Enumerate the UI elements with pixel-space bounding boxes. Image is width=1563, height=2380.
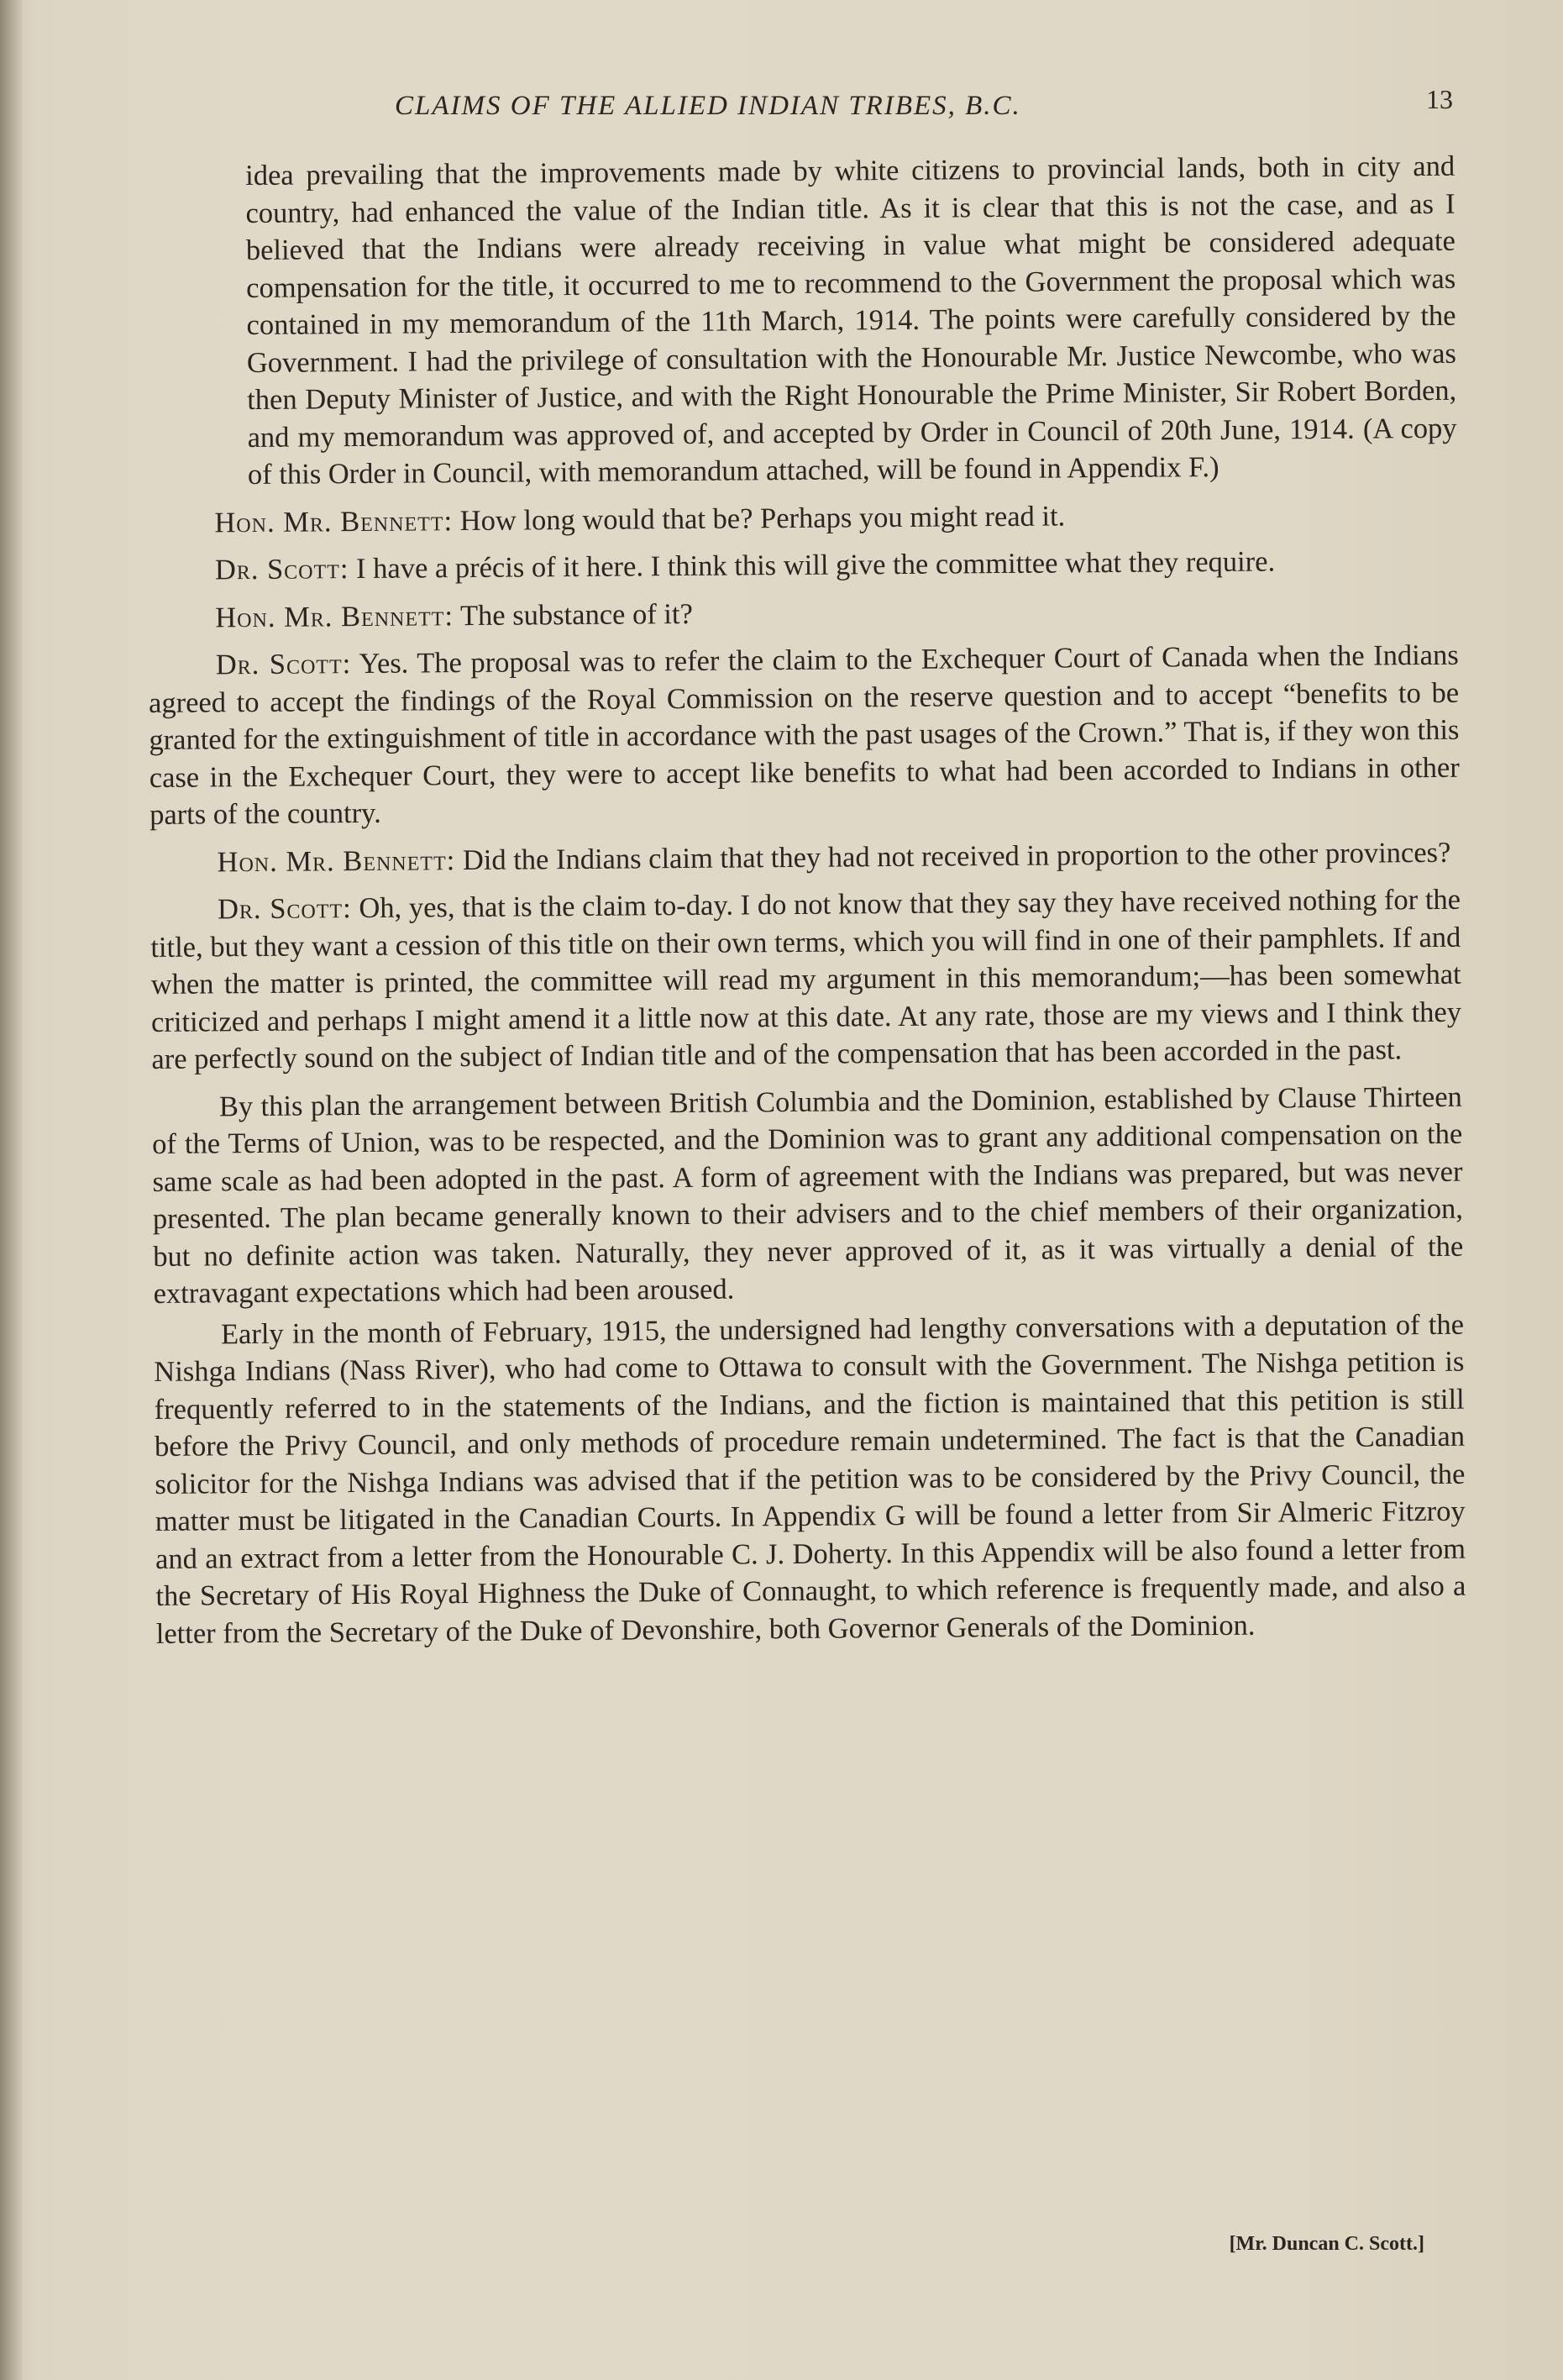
speech-scott-3: [150, 881, 1462, 1079]
speech-bennett-2: [148, 589, 1458, 637]
speech-bennett-1: [147, 494, 1457, 542]
speaker-label: Hon. Mr. Bennett:: [217, 843, 456, 878]
speech-bennett-3: [149, 833, 1460, 881]
speech-text: I have a précis of it here. I think this will give the committee what they require.: [355, 545, 1276, 586]
speaker-label: Dr. Scott:: [214, 553, 349, 586]
speech-scott-2: [149, 637, 1461, 834]
speech-text: Oh, yes, that is the claim to-day. I do not know that they say they have received nothing for the title, but they want a cession of this title on their own terms, which you will find in one of their pamphlets. If and when the matter is printed, the committee will read my argument in this memorandum;—has been somewhat criticized and perhaps I might amend it a little now at this date. At any rate, those are my views and I think they are perfectly sound on the subject of Indian title and of the compensation that has been accorded in the past.: [150, 883, 1462, 1075]
speech-text: The substance of it?: [459, 597, 693, 632]
speaker-label: Hon. Mr. Bennett:: [214, 504, 454, 539]
speech-scott-1: [148, 542, 1458, 590]
speaker-label: Hon. Mr. Bennett:: [215, 599, 454, 633]
body-text: [144, 148, 1466, 1656]
speaker-label: Dr. Scott:: [215, 648, 352, 681]
speech-text: How long would that be? Perhaps you might read it.: [459, 499, 1066, 537]
page-number: 13: [1426, 84, 1453, 114]
paragraph-nishga: Early in the month of February, 1915, the undersigned had lengthy conversations with a deputation of the Nishga Indians (Nass River), who had come to Ottawa to consult with the Government. The Nishga petition is frequently referred to in the statements of the Indians, and the fiction is maintained that this petition is still before the Privy Council, and only methods of procedure remain undetermined. The fact is that the Canadian solicitor for the Nishga Indians was advised that if the petition was to be considered by the Privy Council, the matter must be litigated in the Canadian Courts. In Appendix G will be found a letter from Sir Almeric Fitzroy and an extract from a letter from the Honourable C. J. Doherty. In this Appendix will be also found a letter from the Secretary of His Royal Highness the Duke of Connaught, to which reference is frequently made, and also a letter from the Secretary of the Duke of Devonshire, both Governor Generals of the Dominion.: [154, 1308, 1466, 1650]
speaker-label: Dr. Scott:: [217, 892, 352, 926]
running-head: CLAIMS OF THE ALLIED INDIAN TRIBES, B.C.: [395, 91, 1021, 121]
speaker-attribution: [Mr. Duncan C. Scott.]: [1229, 2233, 1424, 2255]
speech-text: Yes. The proposal was to refer the claim to the Exchequer Court of Canada when the Indians agreed to accept the findings of the Royal Commission on the reserve question and to accept “benefits to be granted for the extinguishment of title in accordance with the past usages of the Crown.” That is, if they won this case in the Exchequer Court, they were to accept like benefits to what had been accorded to Indians in other parts of the country.: [148, 638, 1460, 831]
page-header: [143, 84, 1453, 134]
paragraph-continued: idea prevailing that the improvements made by white citizens to provincial lands, both in city and country, had enhanced the value of the Indian title. As it is clear that this is not the case, and as I believed that the Indians were already receiving in value what might be considered adequate compensation for the title, it occurred to me to recommend to the Government the proposal which was contained in my memorandum of the 11th March, 1914. The points were carefully considered by the Government. I had the privilege of consultation with the Honourable Mr. Justice Newcombe, who was then Deputy Minister of Justice, and with the Right Honourable the Prime Minister, Sir Robert Borden, and my memorandum was approved of, and accepted by Order in Council of 20th June, 1914. (A copy of this Order in Council, with memorandum attached, will be found in Appendix F.): [245, 150, 1457, 491]
binding-gutter: [0, 0, 22, 2380]
paragraph-plan: By this plan the arrangement between British Columbia and the Dominion, established by Clause Thirteen of the Terms of Union, was to be respected, and the Dominion was to grant any additional compensation on the same scale as had been adopted in the past. A form of agreement with the Indians was prepared, but was never presented. The plan became generally known to their advisers and to the chief members of their organization, but no definite action was taken. Naturally, they never approved of it, as it was virtually a denial of the extravagant expectations which had been aroused.: [152, 1080, 1464, 1310]
speech-text: Did the Indians claim that they had not received in proportion to the other provinces?: [462, 836, 1451, 876]
